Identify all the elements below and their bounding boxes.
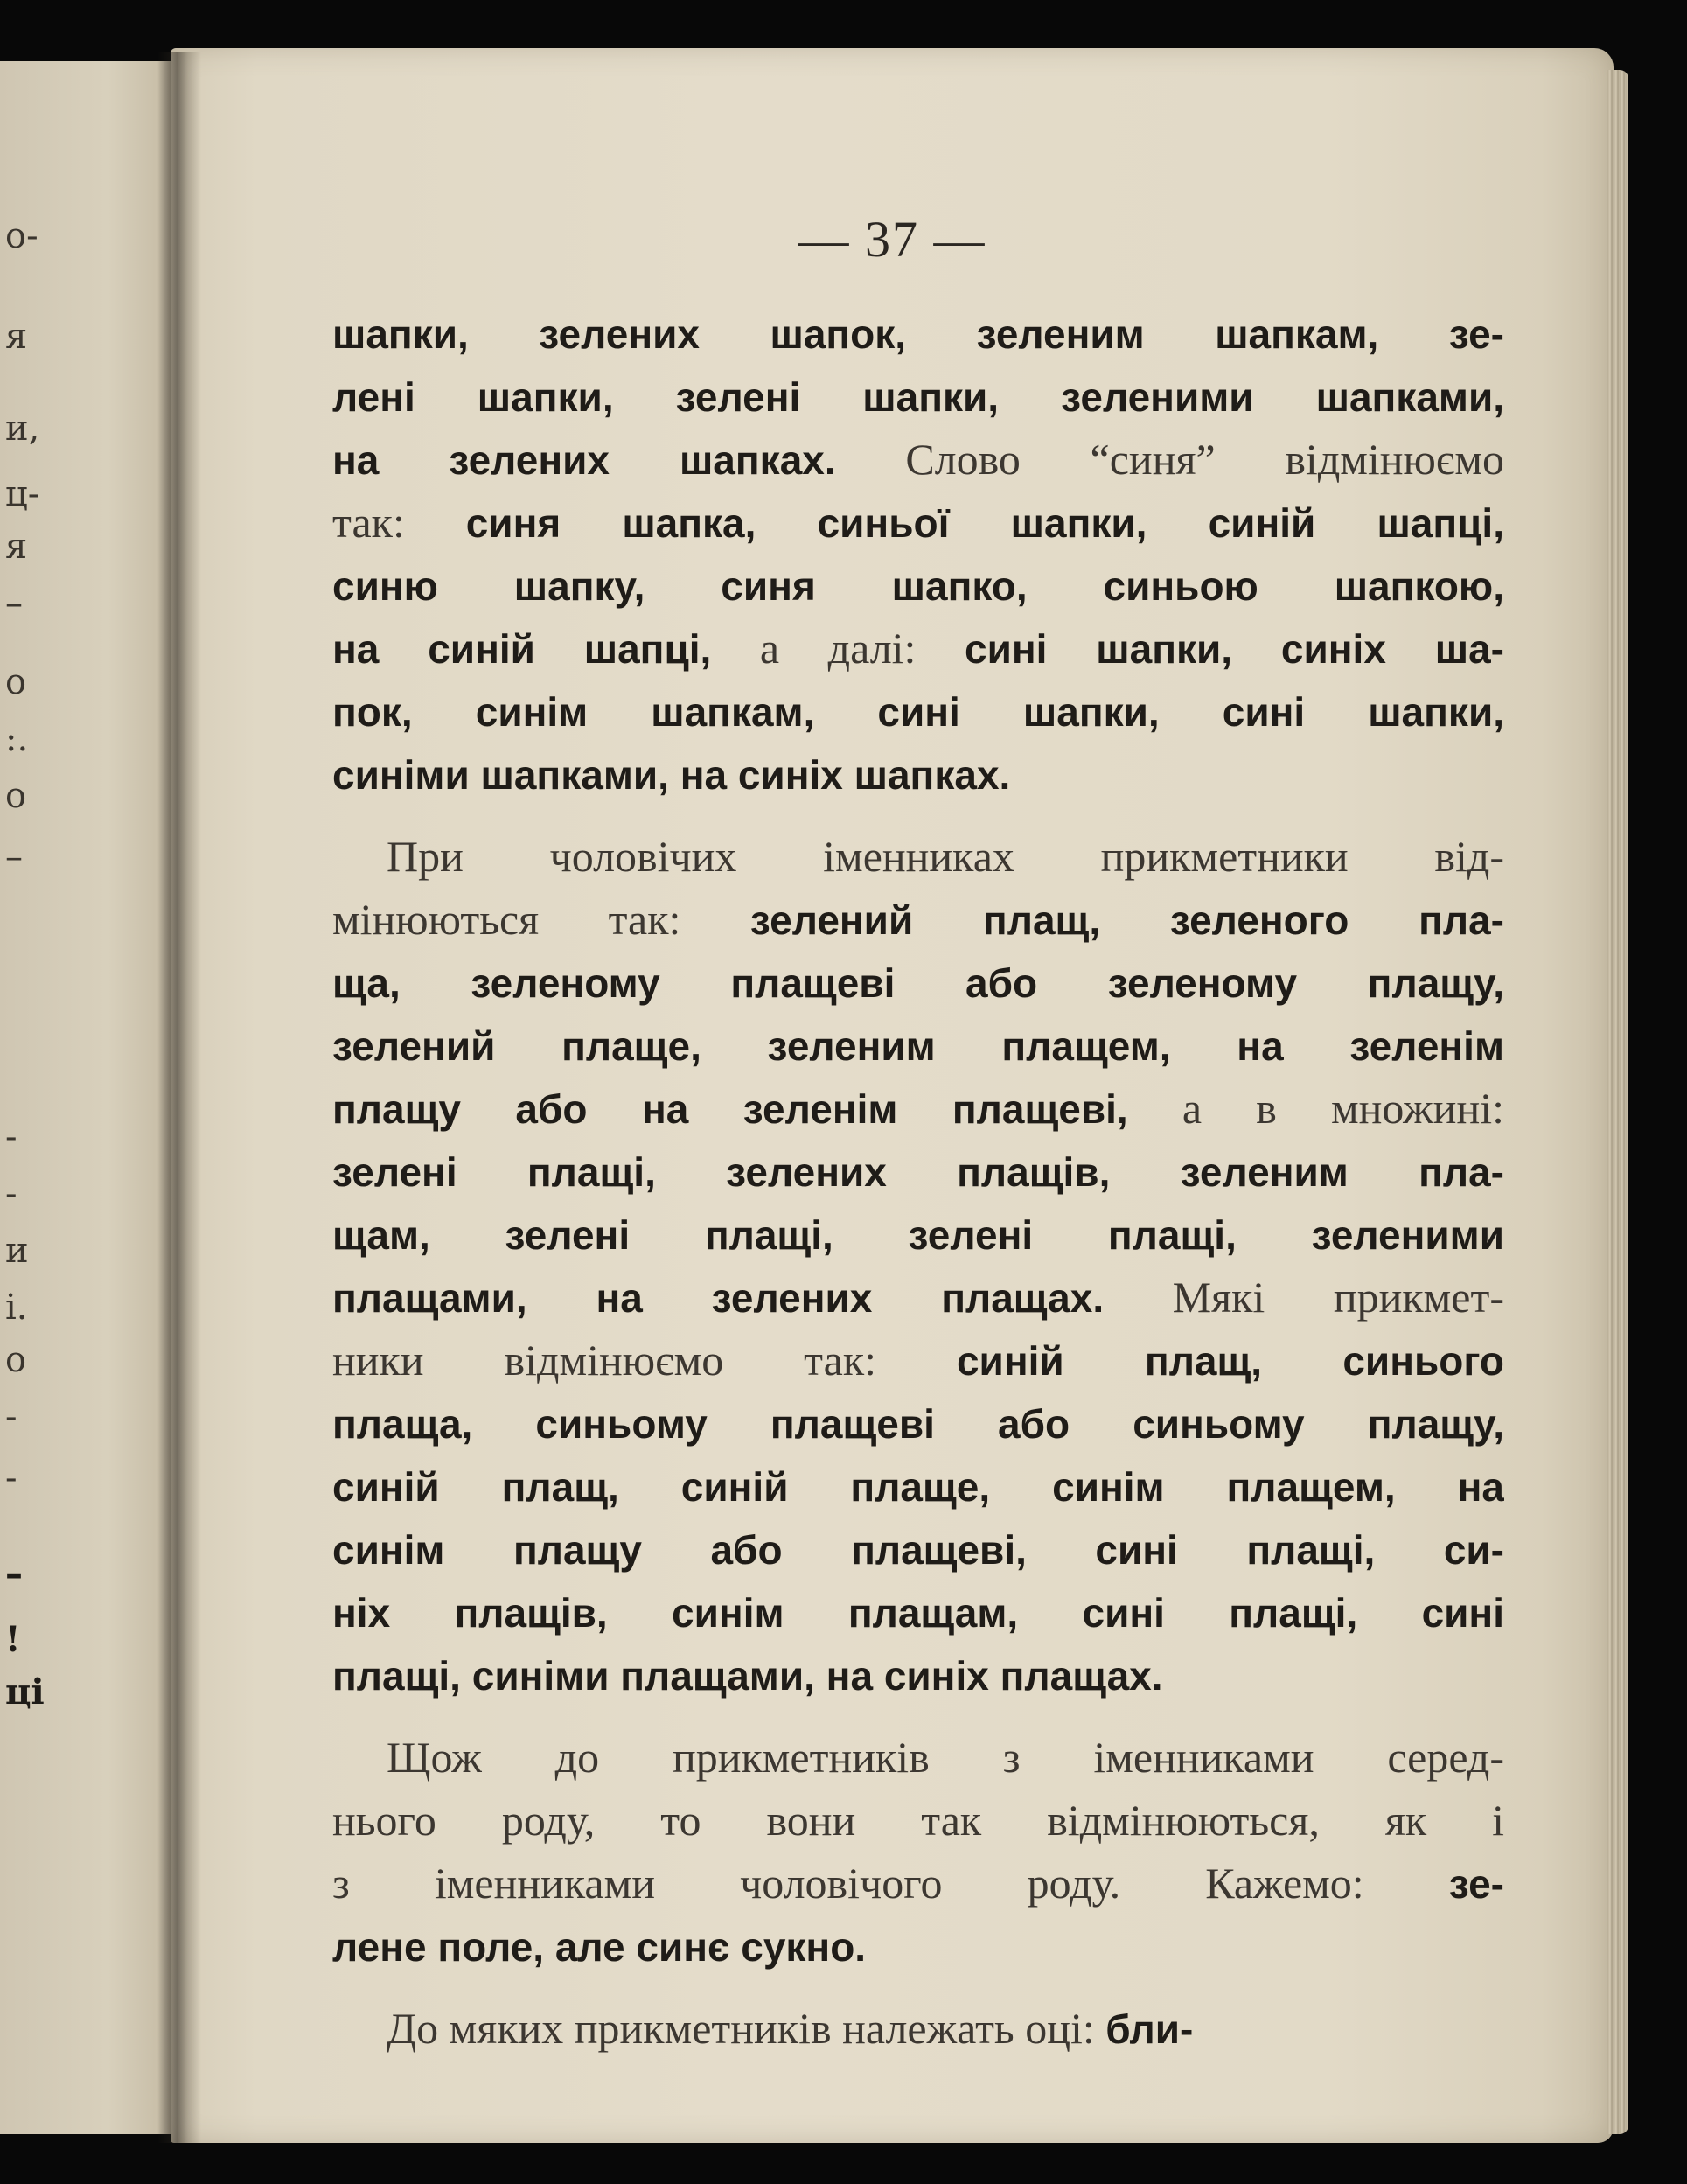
binding-gutter <box>157 52 201 2143</box>
left-facing-page <box>0 61 179 2134</box>
left-page-fragment: – <box>5 583 23 624</box>
regular-text: ники відмінюємо так: <box>332 1336 957 1385</box>
page-edges <box>1607 70 1628 2134</box>
text-line <box>332 825 1504 888</box>
text-line <box>332 1915 1504 1978</box>
text-line <box>332 888 1504 951</box>
left-page-fragment: ці <box>5 1671 45 1713</box>
bold-example-text: синіми шапками, на синіх шапках. <box>332 752 1011 798</box>
bold-example-text: зелений плаще, зеленим плащем, на зеленім <box>332 1023 1504 1069</box>
text-line <box>332 1726 1504 1789</box>
text-line <box>332 1643 1504 1706</box>
text-line <box>332 680 1504 743</box>
text-line <box>332 1455 1504 1518</box>
bold-example-text: плащу або на зеленім плащеві, <box>332 1086 1128 1132</box>
text-line <box>332 302 1504 365</box>
text-line <box>332 1789 1504 1852</box>
left-page-fragment: я <box>5 527 28 567</box>
bold-example-text: синій плащ, синій плаще, синім плащем, на <box>332 1464 1504 1510</box>
bold-example-text: зе- <box>1448 1861 1504 1907</box>
bold-example-text: на синій шапці, <box>332 626 712 672</box>
regular-text: При чоловічих іменниках прикметники від- <box>387 832 1504 881</box>
text-line <box>332 1014 1504 1077</box>
text-line <box>332 1518 1504 1580</box>
regular-text: з іменниками чоловічого роду. Кажемо: <box>332 1859 1449 1908</box>
regular-text: Щож до прикметників з іменниками серед- <box>387 1733 1504 1782</box>
bold-example-text: ніх плащів, синім плащам, сині плащі, сині <box>332 1590 1504 1636</box>
bold-example-text: синю шапку, синя шапко, синьою шапкою, <box>332 563 1504 609</box>
regular-text: а в множині: <box>1127 1084 1504 1133</box>
text-line <box>332 1392 1504 1455</box>
bold-example-text: щам, зелені плащі, зелені плащі, зеленими <box>332 1212 1504 1258</box>
bold-example-text: плащі, синіми плащами, на синіх плащах. <box>332 1653 1163 1699</box>
regular-text: Слово “синя” відмінюємо <box>835 435 1504 484</box>
text-line <box>332 1077 1504 1140</box>
left-page-fragment: - <box>5 1397 17 1437</box>
bold-example-text: ща, зеленому плащеві або зеленому плащу, <box>332 960 1504 1006</box>
regular-text: а далі: <box>711 624 965 673</box>
left-page-fragment: - <box>5 1117 17 1157</box>
left-page-fragment: – <box>5 837 23 877</box>
bold-example-text: плаща, синьому плащеві або синьому плащу, <box>332 1401 1504 1447</box>
bold-example-text: пок, синім шапкам, сині шапки, сині шапки, <box>332 689 1504 735</box>
bold-example-text: плащами, на зелених плащах. <box>332 1275 1105 1321</box>
regular-text: нього роду, то вони так відмінюються, як і <box>332 1796 1504 1845</box>
text-line <box>332 1852 1504 1915</box>
text-line <box>332 743 1504 806</box>
text-line <box>332 1329 1504 1392</box>
regular-text: Мякі прикмет- <box>1104 1273 1504 1322</box>
left-page-fragment: і. <box>5 1287 28 1328</box>
bold-example-text: на зелених шапках. <box>332 437 836 483</box>
body-text <box>332 302 1504 2060</box>
left-page-fragment: о- <box>5 216 38 256</box>
text-line <box>332 951 1504 1014</box>
left-page-fragment: – <box>5 1553 23 1594</box>
bold-example-text: лене поле, але синє сукно. <box>332 1924 867 1970</box>
regular-text: мінюються так: <box>332 895 750 944</box>
regular-text: До мяких прикметників належать оці: <box>387 2004 1106 2053</box>
left-page-fragment: о <box>5 776 27 816</box>
bold-example-text: синім плащу або плащеві, сині плащі, си- <box>332 1527 1504 1573</box>
text-line <box>332 1997 1504 2060</box>
left-page-fragment: - <box>5 1458 17 1498</box>
left-page-fragment: ! <box>5 1619 21 1660</box>
paragraph-gap <box>332 1706 1504 1726</box>
bold-example-text: шапки, зелених шапок, зеленим шапкам, зе- <box>332 311 1504 357</box>
left-page-fragment: :. <box>5 719 29 759</box>
text-line <box>332 617 1504 680</box>
left-page-fragment: и, <box>5 408 40 449</box>
bold-example-text: синя шапка, синьої шапки, синій шапці, <box>465 500 1504 546</box>
text-line <box>332 491 1504 554</box>
bold-example-text: сині шапки, синіх ша- <box>965 626 1504 672</box>
left-page-fragment: о <box>5 662 27 702</box>
bold-example-text: бли- <box>1105 2006 1194 2052</box>
bold-example-text: лені шапки, зелені шапки, зеленими шапками, <box>332 374 1504 420</box>
left-page-fragment: ц- <box>5 474 40 514</box>
bold-example-text: зелений плащ, зеленого пла- <box>749 897 1504 943</box>
left-page-fragment: и <box>5 1231 29 1271</box>
text-line <box>332 1266 1504 1329</box>
left-page-fragment: о <box>5 1340 27 1380</box>
text-line <box>332 1580 1504 1643</box>
text-line <box>332 554 1504 617</box>
page-number: — 37 — <box>798 211 986 268</box>
text-line <box>332 1203 1504 1266</box>
left-page-fragment: - <box>5 1174 17 1214</box>
paragraph-gap <box>332 1978 1504 1997</box>
text-line <box>332 428 1504 491</box>
paragraph-gap <box>332 806 1504 825</box>
bold-example-text: синій плащ, синього <box>956 1338 1504 1384</box>
text-line <box>332 1140 1504 1203</box>
bold-example-text: зелені плащі, зелених плащів, зеленим пла- <box>332 1149 1504 1195</box>
left-page-fragment: я <box>5 317 28 357</box>
regular-text: так: <box>332 498 466 547</box>
text-line <box>332 365 1504 428</box>
